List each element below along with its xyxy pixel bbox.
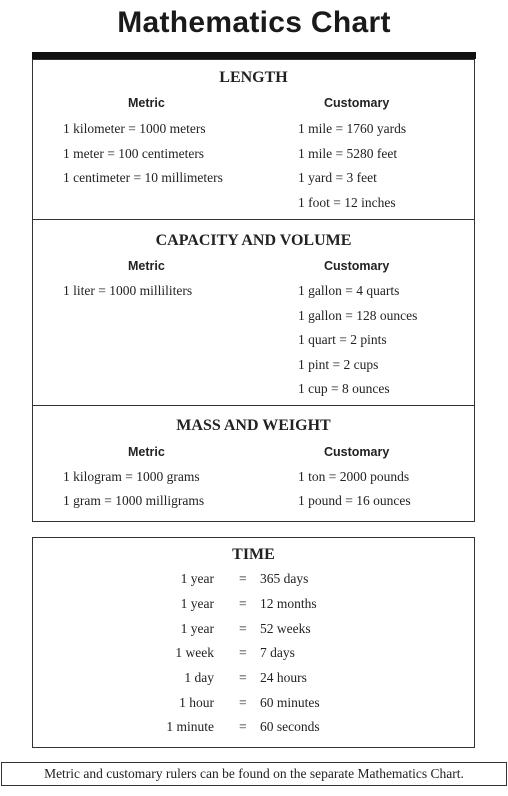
footnote: Metric and customary rulers can be found on the separate Mathematics Chart. bbox=[1, 762, 507, 786]
time-equals: = bbox=[239, 670, 247, 685]
mass-metric-line: 1 kilogram = 1000 grams bbox=[63, 469, 200, 484]
time-equals: = bbox=[239, 621, 247, 636]
time-title: TIME bbox=[232, 546, 275, 563]
length-metric-line: 1 meter = 100 centimeters bbox=[63, 146, 205, 161]
time-left: 1 hour bbox=[179, 695, 214, 710]
time-box bbox=[32, 537, 475, 748]
time-left: 1 week bbox=[175, 645, 214, 660]
length-customary-line: 1 mile = 1760 yards bbox=[298, 121, 407, 136]
capacity-customary-line: 1 quart = 2 pints bbox=[298, 332, 387, 347]
capacity-customary-line: 1 pint = 2 cups bbox=[298, 357, 379, 372]
mass-customary-line: 1 ton = 2000 pounds bbox=[298, 469, 410, 484]
mass-section bbox=[33, 405, 474, 521]
time-left: 1 day bbox=[184, 670, 214, 685]
mass-metric-line: 1 gram = 1000 milligrams bbox=[63, 493, 205, 508]
time-right: 365 days bbox=[260, 571, 309, 586]
length-metric-line: 1 kilometer = 1000 meters bbox=[63, 121, 206, 136]
capacity-customary-line: 1 cup = 8 ounces bbox=[298, 381, 390, 396]
capacity-metric-header: Metric bbox=[128, 259, 165, 273]
capacity-section bbox=[33, 219, 474, 405]
length-customary-line: 1 yard = 3 feet bbox=[298, 170, 377, 185]
time-left: 1 minute bbox=[166, 719, 214, 734]
time-left: 1 year bbox=[180, 571, 214, 586]
length-customary-line: 1 mile = 5280 feet bbox=[298, 146, 398, 161]
capacity-title: CAPACITY AND VOLUME bbox=[155, 232, 352, 249]
capacity-metric-line: 1 liter = 1000 milliliters bbox=[63, 283, 193, 298]
page-title: Mathematics Chart bbox=[117, 6, 391, 39]
time-equals: = bbox=[239, 571, 247, 586]
title-rule bbox=[32, 52, 476, 59]
capacity-customary-header: Customary bbox=[324, 259, 390, 273]
time-right: 52 weeks bbox=[260, 621, 311, 636]
time-equals: = bbox=[239, 695, 247, 710]
time-equals: = bbox=[239, 645, 247, 660]
mass-metric-header: Metric bbox=[128, 445, 165, 459]
length-metric-header: Metric bbox=[128, 96, 165, 110]
time-left: 1 year bbox=[180, 596, 214, 611]
time-right: 7 days bbox=[260, 645, 295, 660]
mass-customary-line: 1 pound = 16 ounces bbox=[298, 493, 411, 508]
time-left: 1 year bbox=[180, 621, 214, 636]
capacity-customary-line: 1 gallon = 4 quarts bbox=[298, 283, 400, 298]
time-right: 60 seconds bbox=[260, 719, 320, 734]
time-equals: = bbox=[239, 719, 247, 734]
length-metric-line: 1 centimeter = 10 millimeters bbox=[63, 170, 223, 185]
length-title: LENGTH bbox=[219, 69, 288, 86]
length-customary-line: 1 foot = 12 inches bbox=[298, 195, 396, 210]
time-equals: = bbox=[239, 596, 247, 611]
length-section bbox=[33, 60, 474, 219]
mass-title: MASS AND WEIGHT bbox=[176, 417, 331, 434]
length-customary-header: Customary bbox=[324, 96, 390, 110]
capacity-customary-line: 1 gallon = 128 ounces bbox=[298, 308, 418, 323]
mass-customary-header: Customary bbox=[324, 445, 390, 459]
time-right: 12 months bbox=[260, 596, 317, 611]
conversions-box bbox=[32, 59, 475, 522]
time-right: 60 minutes bbox=[260, 695, 320, 710]
time-right: 24 hours bbox=[260, 670, 307, 685]
